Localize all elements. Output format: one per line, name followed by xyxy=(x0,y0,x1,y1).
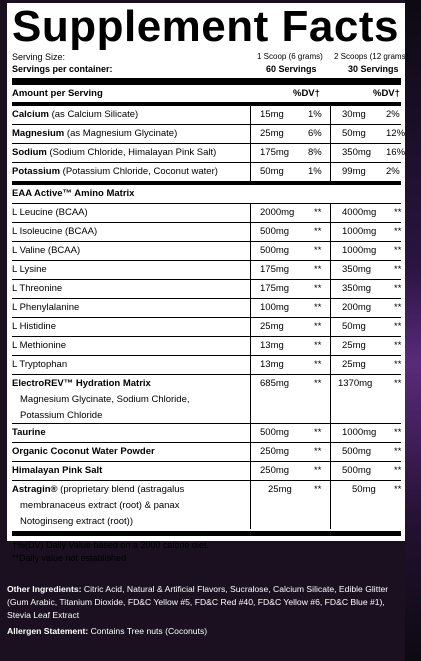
amino-row xyxy=(12,242,401,261)
ingredient-amount-2: 500mg xyxy=(342,465,372,476)
amino-amount-2: 25mg xyxy=(342,359,366,370)
mineral-amount-2: 350mg xyxy=(342,147,372,158)
ingredient-amount-1: 500mg xyxy=(260,427,290,438)
allergen-text: Contains Tree nuts (Coconuts) xyxy=(88,626,208,636)
astragin-detail-3: Notoginseng extract (root)) xyxy=(20,516,133,527)
amino-amount-2: 200mg xyxy=(342,302,372,313)
footnote-na: **Daily value not established xyxy=(12,553,127,563)
mineral-amount-2: 30mg xyxy=(342,109,366,120)
amino-name: L Valine (BCAA) xyxy=(12,245,81,256)
mineral-amount-1: 175mg xyxy=(260,147,290,158)
divider-bottom xyxy=(12,531,401,536)
electro-name: ElectroREV™ Hydration Matrix xyxy=(12,378,151,389)
astragin-detail: (proprietary blend (astragalus xyxy=(57,484,185,495)
amino-dv-1: ** xyxy=(314,359,322,370)
mineral-dv-2: 12% xyxy=(386,128,406,139)
ingredient-row xyxy=(12,462,401,481)
amino-amount-1: 25mg xyxy=(260,321,284,332)
ingredient-row xyxy=(12,424,401,443)
ingredient-amount-2: 500mg xyxy=(342,446,372,457)
amino-dv-1: ** xyxy=(314,264,322,275)
astragin-amount-1: 25mg xyxy=(268,484,292,495)
amino-amount-1: 13mg xyxy=(260,340,284,351)
col1-servings: 60 Servings xyxy=(266,64,317,74)
ingredient-name: Organic Coconut Water Powder xyxy=(12,446,155,457)
amino-amount-2: 25mg xyxy=(342,340,366,351)
ingredient-dv-1: ** xyxy=(314,427,322,438)
serving-size-label: Serving Size: xyxy=(12,52,66,62)
amino-row xyxy=(12,337,401,356)
divider-thick xyxy=(12,78,401,85)
amino-row xyxy=(12,299,401,318)
electro-row xyxy=(12,375,401,391)
amino-dv-2: ** xyxy=(394,245,402,256)
amount-header: Amount per Serving xyxy=(12,88,103,99)
mineral-dv-1: 8% xyxy=(308,147,322,158)
amino-row xyxy=(12,223,401,242)
col2-serving: 2 Scoops (12 grams) xyxy=(334,52,409,61)
eaa-header: EAA Active™ Amino Matrix xyxy=(12,188,135,199)
amino-amount-2: 350mg xyxy=(342,264,372,275)
amino-dv-1: ** xyxy=(314,283,322,294)
footnote-dv: †%(DV) Daily Value based on a 2000 calorie diet. xyxy=(12,540,209,550)
astragin-line-2 xyxy=(12,497,401,513)
amino-amount-2: 1000mg xyxy=(342,245,377,256)
amino-amount-2: 350mg xyxy=(342,283,372,294)
amino-amount-2: 50mg xyxy=(342,321,366,332)
electro-line-3 xyxy=(12,407,401,424)
ingredient-amount-2: 1000mg xyxy=(342,427,377,438)
amino-name: L Isoleucine (BCAA) xyxy=(12,226,98,237)
astragin-dv-2: ** xyxy=(394,484,402,495)
amino-name: L Leucine (BCAA) xyxy=(12,207,88,218)
other-ingredients-text: Citric Acid, Natural & Artificial Flavors, Sucralose, Calcium Silicate, Edible Glitter (Gum Arabic, Titanium Dioxide, FD&C Yellow #5, FD&C Red #40, FD&C Yellow #6, FD&C Blue #1), Stevia Leaf Extract xyxy=(7,584,389,620)
electro-amount-2: 1370mg xyxy=(338,378,373,389)
servings-label: Servings per container: xyxy=(12,64,113,74)
astragin-name: Astragin® xyxy=(12,484,58,495)
mineral-name: Calcium xyxy=(12,109,49,120)
panel-title: Supplement Facts xyxy=(12,2,399,51)
mineral-name: Sodium xyxy=(12,147,47,158)
mineral-name: Magnesium xyxy=(12,128,65,139)
electro-dv-1: ** xyxy=(314,378,322,389)
ingredient-dv-1: ** xyxy=(314,465,322,476)
astragin-row xyxy=(12,481,401,497)
mineral-amount-2: 50mg xyxy=(342,128,366,139)
eaa-header-row xyxy=(12,185,401,204)
amount-header-row xyxy=(12,86,401,103)
amino-dv-1: ** xyxy=(314,245,322,256)
dv-header-2: %DV† xyxy=(373,88,400,99)
other-ingredients-label: Other Ingredients: xyxy=(7,584,82,594)
amino-dv-1: ** xyxy=(314,302,322,313)
mineral-dv-2: 2% xyxy=(386,166,400,177)
ingredient-amount-1: 250mg xyxy=(260,446,290,457)
mineral-dv-1: 1% xyxy=(308,166,322,177)
side-background-strip xyxy=(405,0,421,661)
amino-dv-2: ** xyxy=(394,340,402,351)
mineral-detail: (Sodium Chloride, Himalayan Pink Salt) xyxy=(46,147,217,158)
amino-row xyxy=(12,318,401,337)
ingredient-dv-1: ** xyxy=(314,446,322,457)
amino-amount-1: 500mg xyxy=(260,245,290,256)
amino-dv-2: ** xyxy=(394,359,402,370)
supplement-facts-panel xyxy=(7,2,409,563)
amino-name: L Lysine xyxy=(12,264,47,275)
mineral-amount-1: 15mg xyxy=(260,109,284,120)
mineral-amount-1: 25mg xyxy=(260,128,284,139)
dv-header-1: %DV† xyxy=(293,88,320,99)
astragin-detail-2: membranaceus extract (root) & panax xyxy=(20,500,180,511)
amino-dv-2: ** xyxy=(394,321,402,332)
amino-row xyxy=(12,356,401,375)
astragin-amount-2: 50mg xyxy=(352,484,376,495)
amino-name: L Phenylalanine xyxy=(12,302,80,313)
mineral-name: Potassium xyxy=(12,166,61,177)
amino-amount-1: 175mg xyxy=(260,264,290,275)
amino-amount-1: 175mg xyxy=(260,283,290,294)
mineral-detail: (Potassium Chloride, Coconut water) xyxy=(60,166,218,177)
amino-name: L Methionine xyxy=(12,340,67,351)
amino-row xyxy=(12,204,401,223)
mineral-row xyxy=(12,125,406,144)
serving-size-block xyxy=(12,51,409,77)
ingredient-dv-2: ** xyxy=(394,446,402,457)
mineral-dv-1: 1% xyxy=(308,109,322,120)
amino-dv-1: ** xyxy=(314,207,322,218)
mineral-detail: (as Calcium Silicate) xyxy=(48,109,139,120)
amino-dv-2: ** xyxy=(394,264,402,275)
amino-dv-2: ** xyxy=(394,226,402,237)
mineral-row xyxy=(12,144,406,163)
mineral-amount-1: 50mg xyxy=(260,166,284,177)
amino-amount-1: 2000mg xyxy=(260,207,295,218)
electro-line-2 xyxy=(12,391,401,407)
amino-amount-2: 4000mg xyxy=(342,207,377,218)
electro-dv-2: ** xyxy=(394,378,402,389)
astragin-dv-1: ** xyxy=(314,484,322,495)
amino-dv-2: ** xyxy=(394,283,402,294)
amino-amount-1: 100mg xyxy=(260,302,290,313)
amino-amount-2: 1000mg xyxy=(342,226,377,237)
amino-amount-1: 500mg xyxy=(260,226,290,237)
amino-dv-1: ** xyxy=(314,226,322,237)
mineral-row xyxy=(12,106,401,125)
amino-dv-2: ** xyxy=(394,207,402,218)
footnotes xyxy=(12,537,401,567)
ingredient-name: Taurine xyxy=(12,427,46,438)
amino-dv-1: ** xyxy=(314,321,322,332)
allergen-label: Allergen Statement: xyxy=(7,626,89,636)
amino-name: L Histidine xyxy=(12,321,57,332)
mineral-row xyxy=(12,163,401,182)
amino-dv-2: ** xyxy=(394,302,402,313)
amino-row xyxy=(12,261,401,280)
ingredient-dv-2: ** xyxy=(394,465,402,476)
mineral-dv-2: 2% xyxy=(386,109,400,120)
amino-amount-1: 13mg xyxy=(260,359,284,370)
astragin-line-3 xyxy=(12,513,401,529)
electro-detail-3: Potassium Chloride xyxy=(20,410,103,421)
ingredient-dv-2: ** xyxy=(394,427,402,438)
amino-dv-1: ** xyxy=(314,340,322,351)
amino-row xyxy=(12,280,401,299)
mineral-detail: (as Magnesium Glycinate) xyxy=(64,128,178,139)
amino-name: L Threonine xyxy=(12,283,63,294)
electro-detail-2: Magnesium Glycinate, Sodium Chloride, xyxy=(20,394,190,405)
ingredient-row xyxy=(12,443,401,462)
amino-name: L Tryptophan xyxy=(12,359,68,370)
other-ingredients-block xyxy=(7,583,405,638)
mineral-amount-2: 99mg xyxy=(342,166,366,177)
mineral-dv-1: 6% xyxy=(308,128,322,139)
ingredient-name: Himalayan Pink Salt xyxy=(12,465,103,476)
col1-serving: 1 Scoop (6 grams) xyxy=(257,52,323,61)
col2-servings: 30 Servings xyxy=(348,64,399,74)
electro-amount-1: 685mg xyxy=(260,378,290,389)
mineral-dv-2: 16% xyxy=(386,147,406,158)
ingredient-amount-1: 250mg xyxy=(260,465,290,476)
